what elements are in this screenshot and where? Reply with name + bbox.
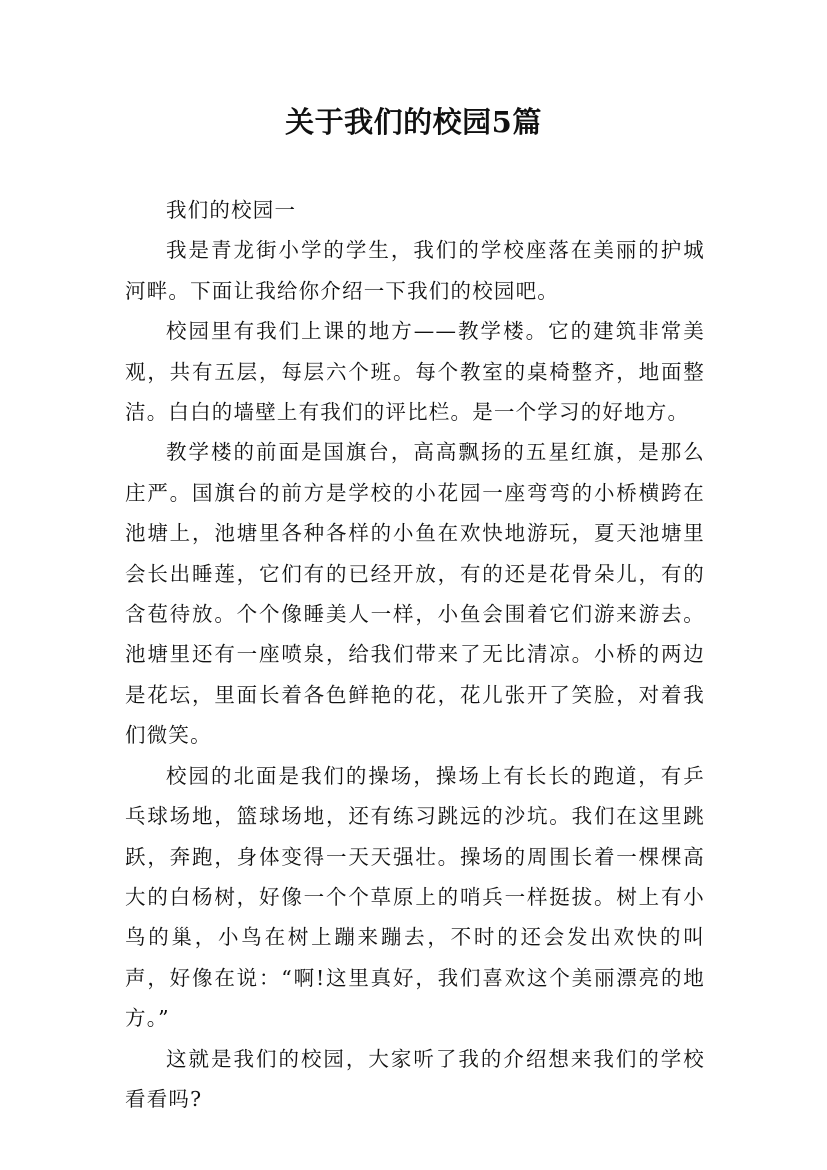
paragraph-intro: 我是青龙街小学的学生，我们的学校座落在美丽的护城河畔。下面让我给你介绍一下我们的校园吧。 (125, 238, 705, 303)
document-body (125, 190, 705, 1119)
paragraph-playground: 校园的北面是我们的操场，操场上有长长的跑道，有乒乓球场地，篮球场地，还有练习跳远的沙坑。我们在这里跳跃，奔跑，身体变得一天天强壮。操场的周围长着一棵棵高大的白杨树，好像一个个草原上的哨兵一样挺拔。树上有小鸟的巢，小鸟在树上蹦来蹦去，不时的还会发出欢快的叫声，好像在说：“啊!这里真好，我们喜欢这个美丽漂亮的地方。” (125, 763, 705, 1031)
page-title: 关于我们的校园5篇 (285, 105, 542, 139)
paragraph-flag-platform: 教学楼的前面是国旗台，高高飘扬的五星红旗，是那么庄严。国旗台的前方是学校的小花园一座弯弯的小桥横跨在池塘上，池塘里各种各样的小鱼在欢快地游玩，夏天池塘里会长出睡莲，它们有的已经开放，有的还是花骨朵儿，有的含苞待放。个个像睡美人一样，小鱼会围着它们游来游去。池塘里还有一座喷泉，给我们带来了无比清凉。小桥的两边是花坛，里面长着各色鲜艳的花，花儿张开了笑脸，对着我们微笑。 (125, 440, 705, 748)
paragraph-conclusion: 这就是我们的校园，大家听了我的介绍想来我们的学校看看吗? (125, 1046, 705, 1111)
section-heading: 我们的校园一 (166, 198, 297, 222)
paragraph-teaching-building: 校园里有我们上课的地方——教学楼。它的建筑非常美观，共有五层，每层六个班。每个教室的桌椅整齐，地面整洁。白白的墙壁上有我们的评比栏。是一个学习的好地方。 (125, 319, 705, 425)
